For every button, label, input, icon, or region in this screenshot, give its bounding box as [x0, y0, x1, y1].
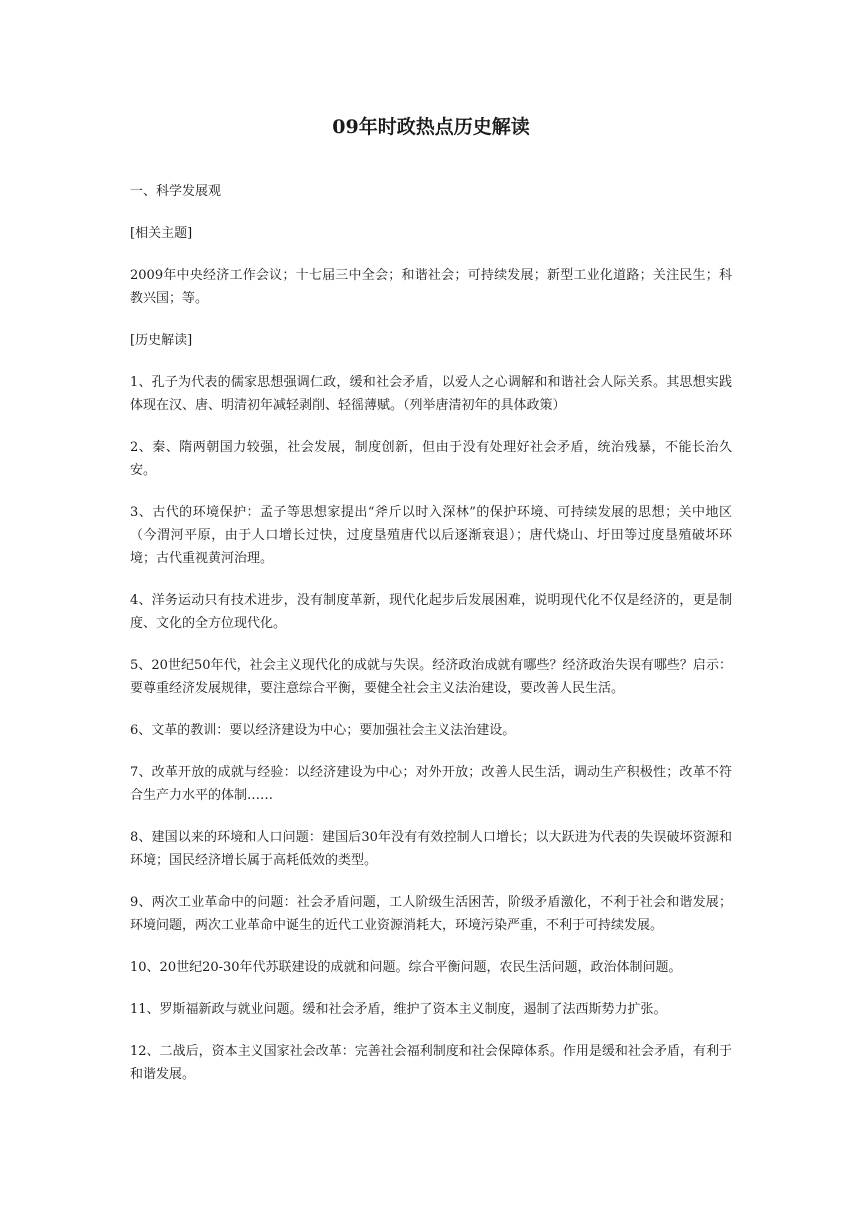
interpretation-item-9: 9、两次工业革命中的问题：社会矛盾问题，工人阶级生活困苦，阶级矛盾激化，不利于社会和谐发展；环境问题，两次工业革命中诞生的近代工业资源消耗大，环境污染严重，不利于可持续发展。	[130, 895, 732, 933]
section-heading: 一、科学发展观	[130, 184, 222, 199]
subheading-history-interpretation: [历史解读]	[130, 333, 193, 348]
interpretation-item-4: 4、洋务运动只有技术进步，没有制度革新，现代化起步后发展困难，说明现代化不仅是经济的，更是制度、文化的全方位现代化。	[130, 593, 732, 631]
interpretation-item-7: 7、改革开放的成就与经验：以经济建设为中心；对外开放；改善人民生活，调动生产积极性；改革不符合生产力水平的体制……	[130, 765, 732, 803]
document-title: 09年时政热点历史解读	[332, 116, 530, 138]
interpretation-item-11: 11、罗斯福新政与就业问题。缓和社会矛盾，维护了资本主义制度，遏制了法西斯势力扩张。	[130, 1002, 667, 1017]
interpretation-item-12: 12、二战后，资本主义国家社会改革：完善社会福利制度和社会保障体系。作用是缓和社会矛盾，有利于和谐发展。	[130, 1044, 732, 1082]
interpretation-item-8: 8、建国以来的环境和人口问题：建国后30年没有有效控制人口增长；以大跃进为代表的失误破坏资源和环境；国民经济增长属于高耗低效的类型。	[130, 830, 732, 868]
interpretation-item-1: 1、孔子为代表的儒家思想强调仁政，缓和社会矛盾，以爱人之心调解和和谐社会人际关系。其思想实践体现在汉、唐、明清初年减轻剥削、轻徭薄赋。（列举唐清初年的具体政策）	[130, 375, 732, 413]
interpretation-item-5: 5、20世纪50年代，社会主义现代化的成就与失误。经济政治成就有哪些？经济政治失误有哪些？启示：要尊重经济发展规律，要注意综合平衡，要健全社会主义法治建设，要改善人民生活。	[130, 658, 732, 696]
interpretation-item-3: 3、古代的环境保护：孟子等思想家提出“斧斤以时入深林”的保护环境、可持续发展的思想；关中地区（今渭河平原，由于人口增长过快，过度垦殖唐代以后逐渐衰退）；唐代烧山、圩田等过度垦殖破坏环境；古代重视黄河治理。	[130, 505, 732, 566]
related-topics-text: 2009年中央经济工作会议；十七届三中全会；和谐社会；可持续发展；新型工业化道路；关注民生；科教兴国；等。	[130, 268, 732, 306]
document-page	[130, 112, 732, 1105]
interpretation-item-6: 6、文革的教训：要以经济建设为中心；要加强社会主义法治建设。	[130, 723, 516, 738]
interpretation-item-2: 2、秦、隋两朝国力较强，社会发展，制度创新，但由于没有处理好社会矛盾，统治残暴，不能长治久安。	[130, 440, 732, 478]
interpretation-item-10: 10、20世纪20-30年代苏联建设的成就和问题。综合平衡问题，农民生活问题，政治体制问题。	[130, 960, 682, 975]
subheading-related-topics: [相关主题]	[130, 226, 193, 241]
